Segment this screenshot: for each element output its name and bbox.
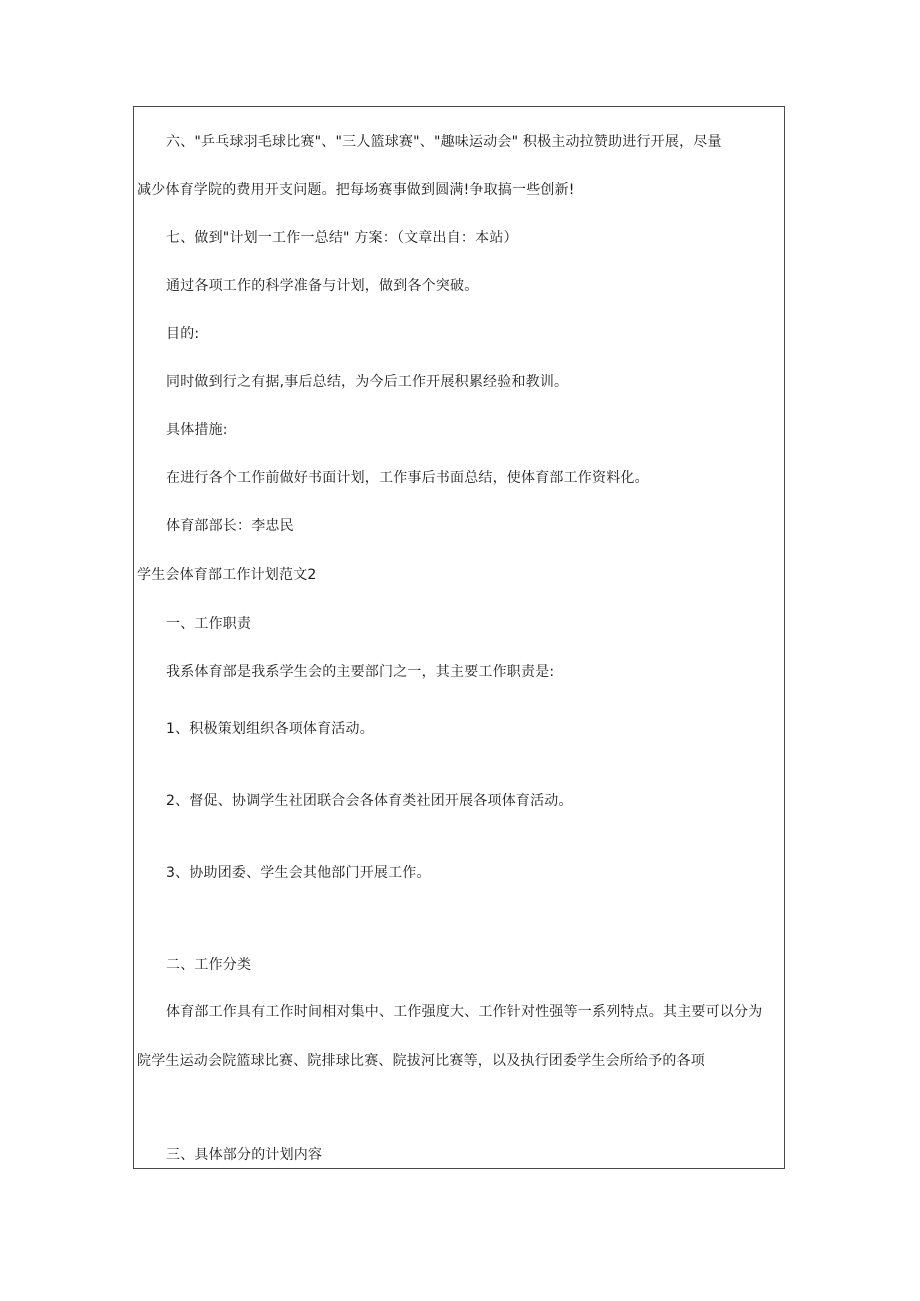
paragraph-preparation: 通过各项工作的科学准备与计划，做到各个突破。: [166, 278, 479, 294]
paragraph-seven: 七、做到"计划一工作一总结" 方案：（文章出自：本站）: [166, 230, 518, 246]
measures-text: 在进行各个工作前做好书面计划，工作事后书面总结，使体育部工作资料化。: [166, 470, 649, 486]
classification-line1: 体育部工作具有工作时间相对集中、工作强度大、工作针对性强等一系列特点。其主要可以分为: [166, 1004, 763, 1020]
section-title: 学生会体育部工作计划范文2: [137, 567, 317, 583]
minister-signature: 体育部部长：李忠民: [166, 518, 294, 534]
classification-line2: 院学生运动会院篮球比赛、院排球比赛、院拔河比赛等，以及执行团委学生会所给予的各项: [137, 1053, 705, 1069]
heading-plan-content: 三、具体部分的计划内容: [166, 1147, 323, 1163]
measures-label: 具体措施:: [166, 422, 228, 438]
purpose-text: 同时做到行之有据,事后总结，为今后工作开展积累经验和教训。: [166, 374, 569, 390]
paragraph-six-line2: 减少体育学院的费用开支问题。把每场赛事做到圆满!争取搞一些创新!: [137, 182, 575, 198]
paragraph-six-line1: 六、"乒乓球羽毛球比赛"、"三人篮球赛"、"趣味运动会" 积极主动拉赞助进行开展，尽量: [166, 134, 722, 150]
responsibilities-intro: 我系体育部是我系学生会的主要部门之一，其主要工作职责是:: [166, 664, 555, 680]
responsibility-item-1: 1、积极策划组织各项体育活动。: [166, 721, 374, 737]
responsibility-item-2: 2、督促、协调学生社团联合会各体育类社团开展各项体育活动。: [166, 793, 573, 809]
responsibility-item-3: 3、协助团委、学生会其他部门开展工作。: [166, 865, 431, 881]
heading-responsibilities: 一、工作职责: [166, 616, 252, 632]
purpose-label: 目的:: [166, 326, 200, 342]
heading-classification: 二、工作分类: [166, 957, 252, 973]
